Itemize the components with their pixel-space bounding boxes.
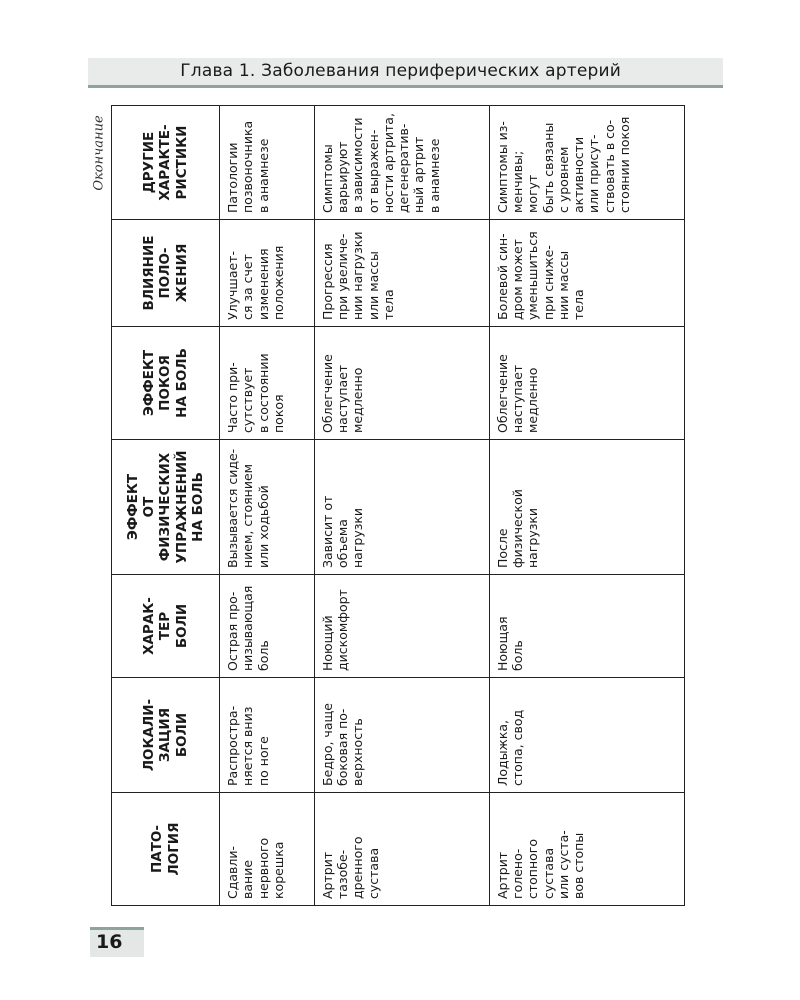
chapter-title: Глава 1. Заболевания периферических артерий [180,61,621,81]
table-cell: Бедро, чаще боковая по- верхность [314,678,489,793]
page-number: 16 [96,931,123,953]
header-cell: ПАТО- ЛОГИЯ [112,793,220,906]
table-cell: Артрит голено- стопного сустава или суста- вов стопы [489,793,684,906]
table-container [111,106,685,906]
table-cell: Ноющая боль [489,575,684,678]
table-cell: Симптомы варьируют в зависимости от выражен- ности артрита, дегенератив- ный артрит в анамнезе [314,106,489,220]
page-number-box [90,927,144,957]
header-cell: ЭФФЕКТ ОТ ФИЗИЧЕСКИХ УПРАЖНЕНИЙ НА БОЛЬ [112,440,220,575]
table-row [220,106,315,906]
table-cell: После физической нагрузки [489,440,684,575]
table-cell: Облегчение наступает медленно [314,327,489,440]
table-cell: Прогрессия при увеличе- нии нагрузки или массы тела [314,220,489,327]
table-cell: Улучшает- ся за счет изменения положения [220,220,315,327]
table-row [489,106,684,906]
header-cell: ВЛИЯНИЕ ПОЛО- ЖЕНИЯ [112,220,220,327]
table-cell: Болевой син- дром может уменьшиться при сниже- нии массы тела [489,220,684,327]
table-cell: Острая про- низывающая боль [220,575,315,678]
chapter-header-bar [88,58,723,88]
table-cell: Симптомы из- менчивы; могут быть связаны с уровнем активности или присут- ствовать в со- стоянии покоя [489,106,684,220]
table-cell: Облегчение наступает медленно [489,327,684,440]
table-cell: Часто при- сутствует в состоянии покоя [220,327,315,440]
table-row [314,106,489,906]
table-cell: Лодыжка, стопа, свод [489,678,684,793]
table-cell: Вызывается сиде- нием, стоянием или ходьбой [220,440,315,575]
table-cell: Сдавли- вание нервного корешка [220,793,315,906]
table-cell: Зависит от объема нагрузки [314,440,489,575]
rotated-table [111,106,685,906]
continuation-label [88,108,110,198]
table-cell: Ноющий дискомфорт [314,575,489,678]
table-header-row [112,106,220,906]
header-cell: ДРУГИЕ ХАРАКТЕ- РИСТИКИ [112,106,220,220]
pathology-comparison-table [111,105,685,906]
table-cell: Патологии позвоночника в анамнезе [220,106,315,220]
header-cell: ЭФФЕКТ ПОКОЯ НА БОЛЬ [112,327,220,440]
table-cell: Распростра- няется вниз по ноге [220,678,315,793]
header-cell: ХАРАК- ТЕР БОЛИ [112,575,220,678]
continuation-label-text: Окончание [91,115,107,191]
table-cell: Артрит тазобе- дренного сустава [314,793,489,906]
header-cell: ЛОКАЛИ- ЗАЦИЯ БОЛИ [112,678,220,793]
